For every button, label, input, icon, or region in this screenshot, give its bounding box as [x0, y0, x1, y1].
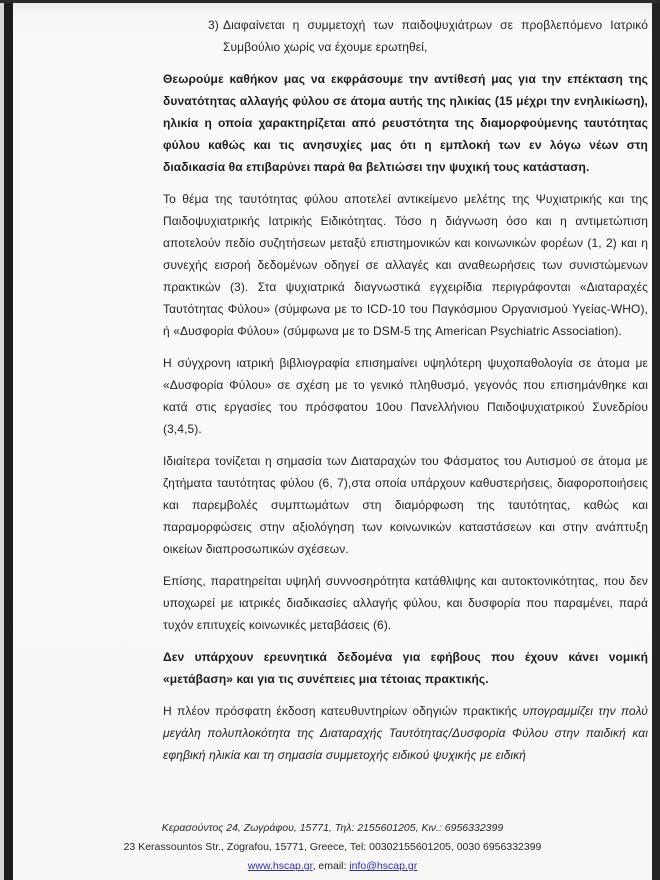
item-text: Διαφαίνεται η συμμετοχή των παιδοψυχιάτρων σε προβλεπόμενο Ιατρικό Συμβούλιο χωρίς να έχουμε ερωτηθεί,: [223, 18, 648, 54]
footer: [13, 819, 652, 876]
document-text-column: [163, 14, 648, 766]
email-link[interactable]: info@hscap.gr: [349, 860, 418, 872]
footer-links-line: [13, 857, 652, 876]
scan-edge-top: [0, 0, 660, 3]
paragraph-guidelines-lead: Η πλέον πρόσφατη έκδοση κατευθυντηρίων οδηγιών πρακτικής: [163, 704, 523, 718]
paragraph-comorbidity: Επίσης, παρατηρείται υψηλή συννοσηρότητα κατάθλιψης και αυτοκτονικότητας, που δεν υποχωρεί με ιατρικές διαδικασίες αλλαγής φύλου, και δυσφορία που παραμένει, παρά τυχόν επιτυχείς κοινωνικές μεταβάσεις (6).: [163, 574, 648, 632]
email-label: , email:: [312, 860, 350, 872]
paragraph-gender-identity-field: Το θέμα της ταυτότητας φύλου αποτελεί αντικείμενο μελέτης της Ψυχιατρικής και της Παιδοψυχιατρικής Ιατρικής Ειδικότητας. Τόσο η διάγνωση όσο και η αντιμετώπιση αποτελούν πεδίο συζητήσεων μεταξύ επιστημονικών και κοινωνικών φορέων (1, 2) και η συνεχής εισροή δεδομένων οδηγεί σε αλλαγές και αναθεωρήσεις των συνιστώμενων πρακτικών (3). Στα ψυχιατρικά διαγνωστικά εγχειρίδια περιγράφονται «Διαταραχές Ταυτότητας Φύλου» (σύμφωνα με το ICD-10 του Παγκόσμιου Οργανισμού Υγείας-WHO), ή «Δυσφορία Φύλου» (σύμφωνα με το DSM-5 της American Psychiatric Association).: [163, 192, 648, 338]
numbered-item-3: [163, 14, 648, 58]
paragraph-no-research-data: Δεν υπάρχουν ερευνητικά δεδομένα για εφήβους που έχουν κάνει νομική «μετάβαση» και για τις συνέπειες μια τέτοιας πρακτικής.: [163, 650, 648, 686]
paragraph-guidelines-italic: υπογραμμίζει την πολύ μεγάλη πολυπλοκότητα της Διαταραχής Ταυτότητας/Δυσφορία Φύλου στην παιδική και εφηβική ηλικία και τη σημασία συμμετοχής ειδικού ψυχικής με ειδική: [163, 704, 648, 762]
paragraph-guidelines: [163, 700, 648, 766]
footer-address-english: 23 Kerassountos Str., Zografou, 15771, Greece, Tel: 00302155601205, 0030 6956332399: [123, 841, 542, 853]
paragraph-opposition-statement: Θεωρούμε καθήκον μας να εκφράσουμε την αντίθεσή μας για την επέκταση της δυνατότητας αλλαγής φύλου σε άτομα αυτής της ηλικίας (15 μέχρι την ενηλικίωση), ηλικία η οποία χαρακτηρίζεται από ρευστότητα της διαμορφούμενης ταυτότητας φύλου καθώς και τις ανησυχίες μας ότι η εμπλοκή των εν λόγω νέων στη διαδικασία θα επιβαρύνει παρά θα βελτιώσει την ψυχική τους κατάσταση.: [163, 72, 648, 174]
paragraph-psychopathology: Η σύγχρονη ιατρική βιβλιογραφία επισημαίνει υψηλότερη ψυχοπαθολογία σε άτομα με «Δυσφορία Φύλου» σε σχέση με το γενικό πληθυσμό, γεγονός που επισημάνθηκε και κατά στις εργασίες του πρόσφατου 10ου Πανελλήνιου Παιδοψυχιατρικού Συνεδρίου (3,4,5).: [163, 356, 648, 436]
scan-edge-left: [4, 0, 13, 880]
document-body: [13, 3, 652, 880]
website-link[interactable]: www.hscap.gr: [247, 860, 313, 872]
paragraph-autism-spectrum: Ιδιαίτερα τονίζεται η σημασία των Διαταραχών του Φάσματος του Αυτισμού σε άτομα με ζητήματα ταυτότητας φύλου (6, 7),στα οποία υπάρχουν καθυστερήσεις, διαφοροποιήσεις και παρεμβολές συμπτωμάτων στη διαμόρφωση της ταυτότητας, καθώς και παραμορφώσεις στην αξιολόγηση των κοινωνικών καταστάσεων και στην ανάπτυξη οικείων διαπροσωπικών σχέσεων.: [163, 454, 648, 556]
scan-edge-right: [652, 0, 660, 880]
footer-address-greek: Κερασούντος 24, Ζωγράφου, 15771, Τηλ: 2155601205, Κιν.: 6956332399: [161, 822, 504, 834]
item-number: 3): [208, 18, 219, 32]
